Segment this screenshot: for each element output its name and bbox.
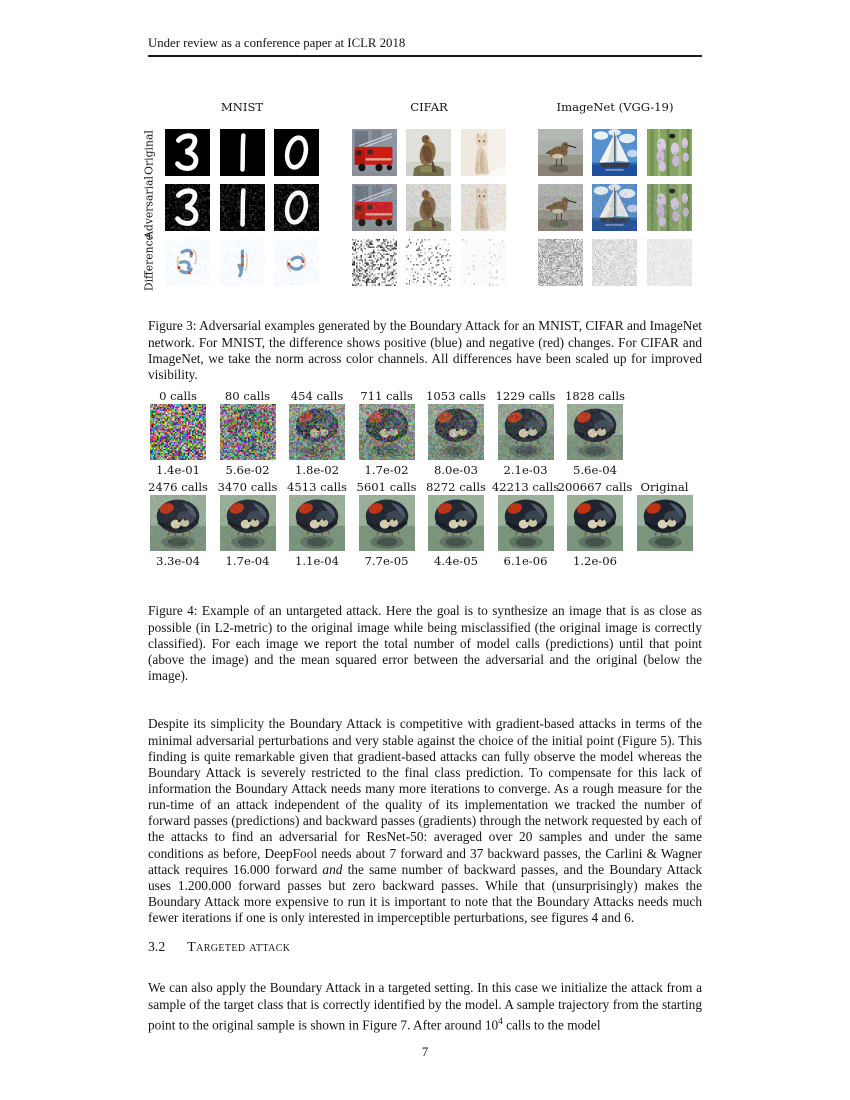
mse-value: 1.8e-02 [295, 463, 339, 477]
noise-overlay [220, 184, 265, 231]
figure4-cell [637, 480, 693, 568]
noise-overlay [352, 184, 397, 231]
noise-overlay [150, 495, 206, 551]
difference-gray-diff-faint-image [461, 239, 506, 286]
section-title: Targeted attack [187, 939, 291, 954]
adversarial-bird-adv-image [406, 184, 451, 231]
model-calls-label: 711 calls [360, 389, 413, 403]
mse-value: 4.4e-05 [434, 554, 478, 568]
noise-overlay [352, 239, 397, 286]
noise-overlay [406, 184, 451, 231]
model-calls-label: 1229 calls [495, 389, 556, 403]
noise-overlay [289, 495, 345, 551]
mse-value: 3.3e-04 [156, 554, 200, 568]
mse-value: 6.1e-06 [503, 554, 548, 568]
ladybug-image [289, 404, 345, 460]
difference-mnist-diff-0-image [274, 239, 319, 286]
figure4-cell [217, 480, 278, 568]
adversarial-firetruck-adv-image [352, 184, 397, 231]
noise-overlay [647, 184, 692, 231]
model-calls-label: 80 calls [224, 389, 271, 403]
figure3-col-header-imagenet: ImageNet (VGG-19) [556, 100, 674, 114]
figure4-cell [428, 480, 484, 568]
difference-mnist-diff-1-image [220, 239, 265, 286]
original-mnist-1-image [220, 129, 265, 176]
model-calls-label: 0 calls [159, 389, 197, 403]
model-calls-label: 8272 calls [426, 480, 486, 494]
noise-overlay [592, 239, 637, 286]
header-rule [148, 55, 702, 57]
original-sandpiper-image [538, 129, 583, 176]
figure4-cell [289, 480, 345, 568]
adversarial-flowers-adv-image [647, 184, 692, 231]
figure4-cell [356, 480, 417, 568]
noise-overlay [359, 404, 415, 460]
model-calls-label: 1828 calls [565, 389, 625, 403]
adversarial-sandpiper-adv-image [538, 184, 583, 231]
original-mnist-0-image [274, 129, 319, 176]
noise-overlay [461, 184, 506, 231]
noise-overlay [274, 184, 319, 231]
figure4-cell [491, 480, 560, 568]
noise-overlay [165, 184, 210, 231]
original-bird-image [406, 129, 451, 176]
noise-overlay [274, 239, 319, 286]
mse-value: 8.0e-03 [434, 463, 478, 477]
model-calls-label: Original [640, 480, 689, 494]
noise-overlay [498, 404, 554, 460]
adversarial-mnist-3-adv-image [165, 184, 210, 231]
figure3-row-label-original: Original [142, 130, 156, 175]
original-sailboat-image [592, 129, 637, 176]
noise-overlay [220, 495, 276, 551]
difference-noise-gray-faint-image [647, 239, 692, 286]
mse-value: 1.2e-06 [573, 554, 617, 568]
original-mnist-3-image [165, 129, 210, 176]
noise-overlay [406, 239, 451, 286]
noise-overlay [538, 239, 583, 286]
ladybug-image [359, 495, 415, 551]
mse-value: 5.6e-02 [225, 463, 270, 477]
ladybug-image [428, 495, 484, 551]
noise-overlay [428, 404, 484, 460]
ladybug-image [220, 495, 276, 551]
page-number: 7 [421, 1045, 429, 1059]
figure3-row-label-adversarial: Adversarial [142, 176, 156, 239]
figure4-cell [289, 389, 345, 477]
model-calls-label: 454 calls [290, 389, 344, 403]
model-calls-label: 200667 calls [557, 480, 633, 494]
figure4-cell [557, 480, 633, 568]
running-header: Under review as a conference paper at ICLR 2018 [148, 36, 406, 50]
difference-gray-diff-sparse-image [406, 239, 451, 286]
body-paragraph-1: Despite its simplicity the Boundary Attack is competitive with gradient-based attacks in terms of the minimal adversarial perturbations and very stable against the choice of the initial point (Figure 5). This finding is quite remarkable given that gradient-based attacks can fully observe the model whereas the Boundary Attack is severely restricted to the final class prediction. To compensate for this lack of information the Boundary Attack needs many more iterations to converge. As a rough measure for the run-time of an attack independent of the quality of its implementation we tracked the number of forward passes (predictions) and backward passes (gradients) through the network requested by each of the attacks to find an adversarial for ResNet-50: averaged over 20 samples and under the same conditions as before, DeepFool needs about 7 forward and 37 backward passes, the Carlini & Wagner attack requires 16.000 forward and the same number of backward passes, and the Boundary Attack uses 1.200.000 forward passes but zero backward passes. While that (unsurprisingly) makes the Boundary Attack more expensive to run it is important to note that the Boundary Attacks needs much fewer iterations if one is only interested in imperceptible perturbations, see figures 4 and 6. [148, 716, 702, 926]
model-calls-label: 1053 calls [426, 389, 486, 403]
ladybug-image [498, 404, 554, 460]
mse-value: 1.1e-04 [295, 554, 339, 568]
figure4-caption: Figure 4: Example of an untargeted attack. Here the goal is to synthesize an image that is as close as possible (in L2-metric) to the original image while being misclassified (the original image is correctly classified). For each image we report the total number of model calls (predictions) until that point (above the image) and the mean squared error between the adversarial and the original (below the image). [148, 603, 702, 684]
noise-overlay [567, 495, 623, 551]
section-heading [148, 939, 290, 955]
figure4-cell [359, 389, 415, 477]
mse-value: 2.1e-03 [503, 463, 548, 477]
adversarial-mnist-0-adv-image [274, 184, 319, 231]
figure4-cell [220, 389, 276, 477]
mse-value: 1.4e-01 [156, 463, 200, 477]
difference-mnist-diff-3-image [165, 239, 210, 286]
difference-noise-gray-light-image [592, 239, 637, 286]
figure4-cell [150, 480, 206, 568]
ladybug-image [359, 404, 415, 460]
ladybug-image [150, 404, 206, 460]
mse-value: 1.7e-04 [225, 554, 270, 568]
original-sphynx-image [461, 129, 506, 176]
model-calls-label: 42213 calls [491, 480, 560, 494]
figure4-cell [150, 389, 206, 477]
figure4-row2 [150, 480, 693, 568]
figure4-cell [567, 389, 623, 477]
model-calls-label: 5601 calls [356, 480, 417, 494]
figure3-col-header-mnist: MNIST [220, 100, 264, 114]
noise-overlay [359, 495, 415, 551]
figure3-caption: Figure 3: Adversarial examples generated by the Boundary Attack for an MNIST, CIFAR and ImageNet network. For MNIST, the difference shows positive (blue) and negative (red) changes. For CIFAR and ImageNet, we take the norm across color channels. All differences have been scaled up for improved visibility. [148, 318, 702, 382]
noise-overlay [592, 184, 637, 231]
figure4-cell [428, 389, 484, 477]
noise-overlay [220, 404, 276, 460]
ladybug-image [150, 495, 206, 551]
ladybug-image [498, 495, 554, 551]
ladybug-image [428, 404, 484, 460]
difference-gray-diff-dense-image [352, 239, 397, 286]
ladybug-image [289, 495, 345, 551]
noise-overlay [220, 239, 265, 286]
mse-value: 7.7e-05 [364, 554, 409, 568]
ladybug-image [567, 495, 623, 551]
noise-overlay [538, 184, 583, 231]
noise-overlay [428, 495, 484, 551]
difference-noise-gray-heavy-image [538, 239, 583, 286]
original-flowers-image [647, 129, 692, 176]
model-calls-label: 2476 calls [148, 480, 208, 494]
figure3-col-header-cifar: CIFAR [410, 100, 448, 114]
noise-overlay [289, 404, 345, 460]
figure4-cell [495, 389, 556, 477]
mse-value: 5.6e-04 [573, 463, 617, 477]
model-calls-label: 4513 calls [287, 480, 347, 494]
noise-overlay [165, 239, 210, 286]
model-calls-label: 3470 calls [217, 480, 278, 494]
adversarial-sailboat-adv-image [592, 184, 637, 231]
original-firetruck-image [352, 129, 397, 176]
figure4-row1 [150, 389, 623, 477]
ladybug-image [567, 404, 623, 460]
noise-overlay [647, 239, 692, 286]
noise-overlay [150, 404, 206, 460]
noise-overlay [567, 404, 623, 460]
figure3-row-label-difference: Difference [142, 233, 156, 292]
mse-value: 1.7e-02 [364, 463, 409, 477]
ladybug-image [637, 495, 693, 551]
body-paragraph-2: We can also apply the Boundary Attack in a targeted setting. In this case we initialize the attack from a sample of the target class that is correctly identified by the model. A sample trajectory from the starting point to the original sample is shown in Figure 7. After around $10^4$ calls to the model [148, 980, 702, 1033]
adversarial-sphynx-adv-image [461, 184, 506, 231]
adversarial-mnist-1-adv-image [220, 184, 265, 231]
section-number: 3.2 [148, 939, 166, 954]
ladybug-image [220, 404, 276, 460]
noise-overlay [461, 239, 506, 286]
noise-overlay [498, 495, 554, 551]
